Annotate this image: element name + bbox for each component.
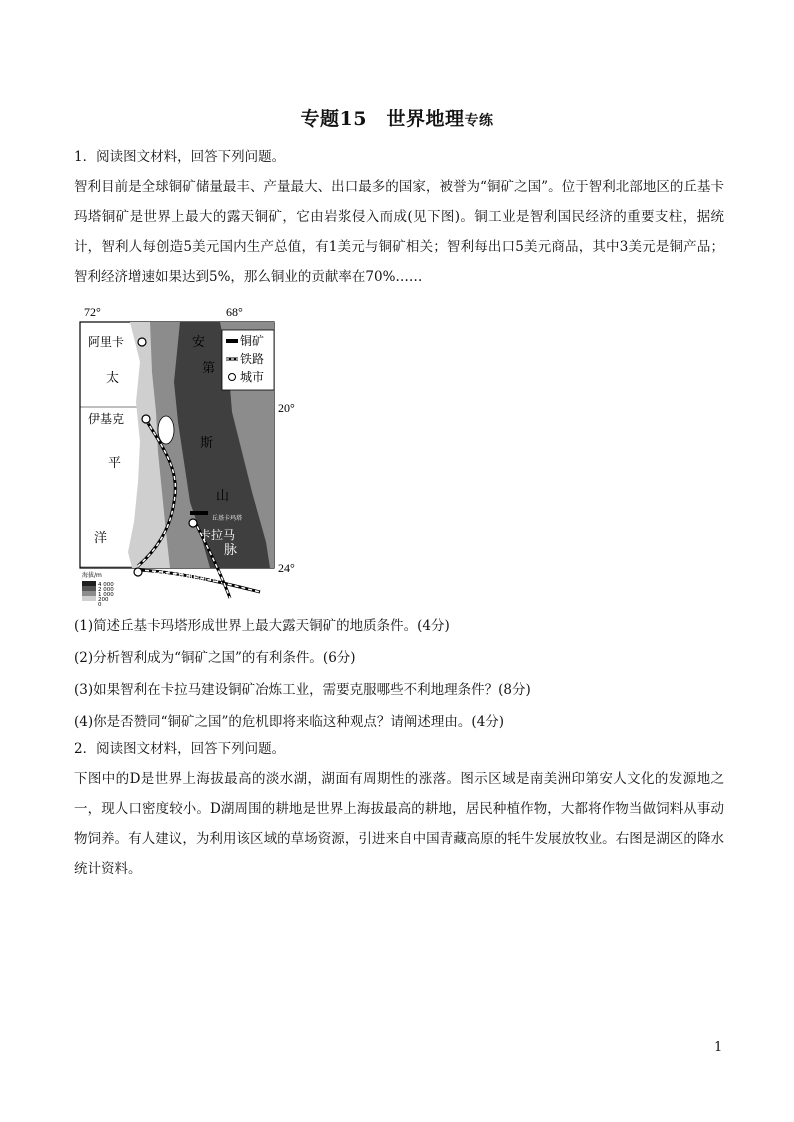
city-iquique — [142, 415, 150, 423]
page-number: 1 — [714, 1040, 723, 1055]
q1-stem: 1．阅读图文材料，回答下列问题。 — [74, 149, 286, 165]
city-label-arica: 阿里卡 — [88, 335, 125, 349]
andes-char-3: 斯 — [200, 436, 214, 451]
q1-subq-3: (3)如果智利在卡拉马建设铜矿冶炼工业，需要克服哪些不利地理条件？(8分) — [74, 682, 531, 698]
andes-char-5: 脉 — [224, 543, 238, 558]
andes-char-2: 第 — [202, 361, 216, 376]
legend-copper: 铜矿 — [240, 334, 265, 348]
page-title — [0, 104, 794, 131]
elev-3: 1 000 — [98, 592, 114, 598]
lat-label-top: 20° — [278, 401, 295, 415]
legend-city: 城市 — [240, 370, 265, 384]
copper-mine-marker — [190, 511, 208, 515]
city-calama — [189, 519, 197, 527]
elev-4: 200 — [98, 597, 109, 603]
chile-copper-map — [70, 302, 310, 608]
city-antofagasta — [134, 568, 142, 576]
legend-rail: 铁路 — [240, 352, 265, 366]
andes-char-1: 安 — [192, 335, 206, 350]
ocean-char-2: 平 — [108, 456, 122, 471]
ocean-char-1: 太 — [106, 371, 120, 386]
elev-2: 2 000 — [98, 587, 114, 593]
title-main: 专题15 世界地理 — [300, 108, 465, 130]
q2-body: 下图中的D是世界上海拔最高的淡水湖，湖面有周期性的涨落。图示区域是南美洲印第安人文化的发源地之一，现人口密度较小。D湖周围的耕地是世界上海拔最高的耕地，居民种植作物，大都将作物当做饲料从事动物饲养。有人建议，为利用该区域的草场资源，引进来自中国青藏高原的牦牛发展放牧业。右图是湖区的降水统计资料。 — [74, 771, 724, 877]
elev-1: 4 000 — [98, 582, 114, 588]
andes-char-4: 山 — [216, 489, 230, 504]
ocean-char-3: 洋 — [94, 531, 108, 546]
lon-label-right: 68° — [226, 305, 243, 319]
city-label-antofagasta: 安托法加斯塔 — [148, 570, 221, 584]
q1-subq-2: (2)分析智利成为“铜矿之国”的有利条件。(6分) — [74, 650, 356, 666]
q1-subq-1: (1)简述丘基卡玛塔形成世界上最大露天铜矿的地质条件。(4分) — [74, 618, 450, 634]
city-label-iquique: 伊基克 — [88, 412, 125, 426]
salt-flat — [158, 416, 174, 444]
elev-5: 0 — [98, 602, 102, 608]
city-label-calama: 卡拉马 — [199, 528, 236, 542]
city-arica — [138, 338, 146, 346]
q1-body: 智利目前是全球铜矿储量最丰、产量最大、出口最多的国家，被誉为“铜矿之国”。位于智利北部地区的丘基卡玛塔铜矿是世界上最大的露天铜矿，它由岩浆侵入而成(见下图)。铜工业是智利国民经济的重要支柱，据统计，智利人每创造5美元国内生产总值，有1美元与铜矿相关；智利每出口5美元商品，其中3美元是铜产品；智利经济增速如果达到5%，那么铜业的贡献率在70%…… — [74, 179, 724, 285]
mine-label: 丘基卡玛塔 — [212, 515, 243, 522]
elev-title: 海拔/m — [82, 572, 102, 579]
q2-stem: 2．阅读图文材料，回答下列问题。 — [74, 741, 286, 757]
title-sub: 专练 — [464, 113, 494, 129]
q1-subq-4: (4)你是否赞同“铜矿之国”的危机即将来临这种观点？请阐述理由。(4分) — [74, 714, 505, 730]
lat-label-bottom: 24° — [278, 561, 295, 575]
lon-label-left: 72° — [84, 305, 101, 319]
